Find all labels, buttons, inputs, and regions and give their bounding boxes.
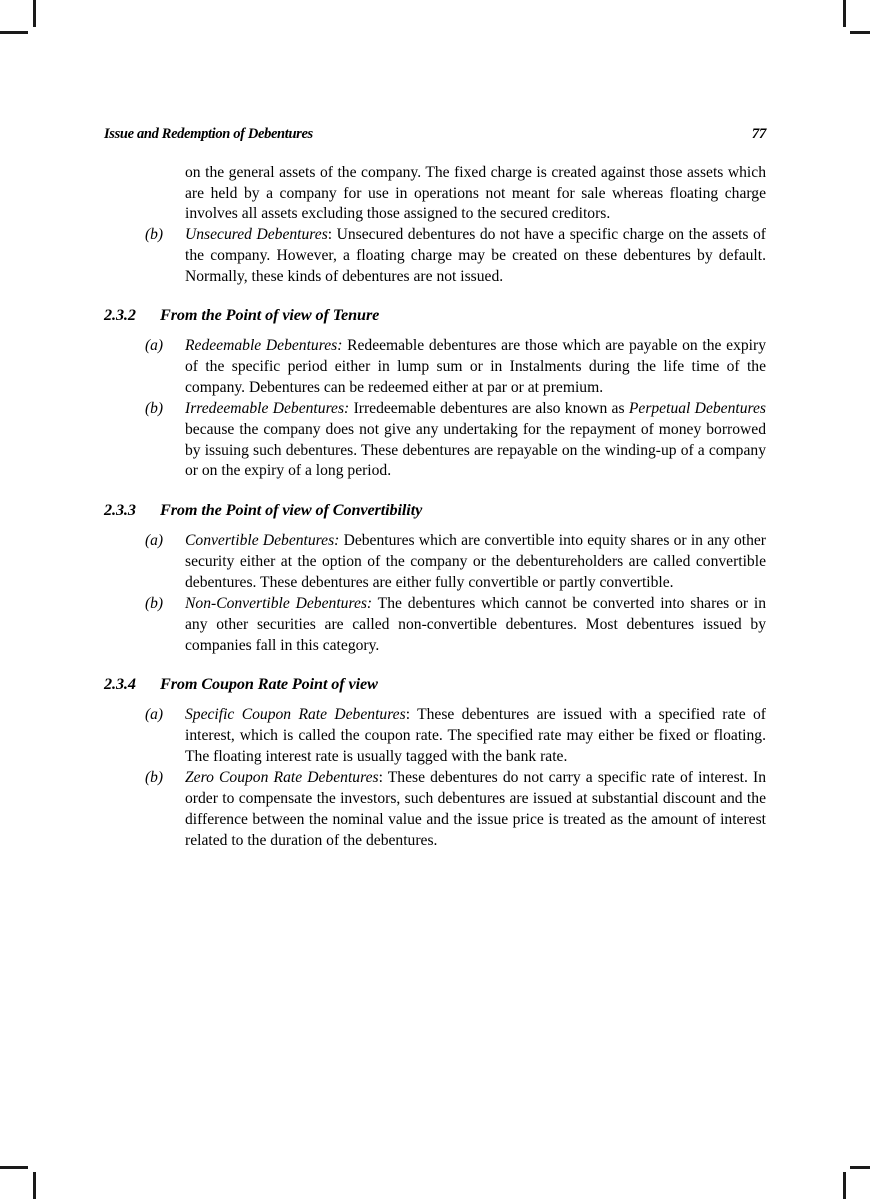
list-item-text-after-emphasis: because the company does not give any undertaking for the repayment of money borrowed by issuing such debentures. These debentures are repayable on the winding-up of a company or on the expiry of a long period. [185,421,766,480]
running-head [104,126,766,143]
crop-mark-bottom-left-vertical [33,1172,36,1199]
list-item-label: Redeemable Debentures: [185,337,343,355]
crop-mark-top-right-horizontal [850,31,870,34]
list-item-text: Redeemable debentures are those which are payable on the expiry of the specific period either in lump sum or in Instalments during the life time of the company. Debentures can be redeemed either at par or at premium. [185,337,766,396]
list-item-label: Unsecured Debentures [185,226,328,244]
list-item-label: Zero Coupon Rate Debentures [185,769,379,787]
list-item-body [185,531,766,593]
list-item-label: Non-Convertible Debentures: [185,595,373,613]
list-item [104,594,766,656]
section-title: From Coupon Rate Point of view [160,675,378,694]
crop-mark-bottom-left-horizontal [0,1166,28,1169]
list-item-marker: (a) [145,706,164,724]
section-number: 2.3.4 [104,675,136,694]
list-item [104,531,766,593]
list-item-body [185,768,766,851]
section-232-list [104,336,766,482]
list-item-body [185,705,766,767]
section-heading-232 [104,306,766,325]
section-title: From the Point of view of Tenure [160,306,380,325]
running-head-title: Issue and Redemption of Debentures [104,126,313,142]
section-title: From the Point of view of Convertibility [160,501,423,520]
continuation-paragraph: on the general assets of the company. The fixed charge is created against those assets which are held by a company for use in operations not meant for sale whereas floating charge involves all assets excluding those assigned to the secured creditors. [185,164,766,223]
list-item-body [185,225,766,287]
list-item-label-suffix: : [405,706,418,724]
list-item-label: Specific Coupon Rate Debentures [185,706,406,724]
crop-mark-top-left-horizontal [0,31,28,34]
list-item-label: Irredeemable Debentures: [185,400,350,418]
list-item-text: The debentures which cannot be converted into shares or in any other securities are called non-convertible debentures. Most debentures issued by companies fall in this category. [185,595,766,654]
emphasized-term: Perpetual Debentures [628,400,766,418]
list-item [104,705,766,767]
list-item-text: Debentures which are convertible into equity shares or in any other security either at the option of the company or the debentureholders are called convertible debentures. These debentures are either fully convertible or partly convertible. [185,532,766,591]
crop-mark-top-right-vertical [843,0,846,27]
list-item-label-suffix: : [327,226,337,244]
list-item-text: These debentures are issued with a specified rate of interest, which is called the coupon rate. The specified rate may either be fixed or floating. The floating interest rate is usually tagged with the bank rate. [185,706,766,765]
list-item-text: These debentures do not carry a specific rate of interest. In order to compensate the investors, such debentures are issued at substantial discount and the difference between the nominal value and the issue price is treated as the amount of interest related to the duration of the debentures. [185,769,767,849]
section-heading-234 [104,675,766,694]
list-item-body [185,399,766,482]
crop-mark-bottom-right-horizontal [850,1166,870,1169]
list-item [104,336,766,398]
list-item-marker: (b) [145,595,164,613]
list-item-marker: (b) [145,400,164,418]
list-item-marker: (b) [145,769,164,787]
list-item [104,768,766,851]
section-233-list [104,531,766,656]
page-number: 77 [751,126,766,142]
list-item-marker: (a) [145,337,164,355]
list-item-text-before-emphasis: Irredeemable debentures are also known as [353,400,629,418]
page-content [104,126,766,852]
list-item-label: Convertible Debentures: [185,532,340,550]
list-item-text: Unsecured debentures do not have a specific charge on the assets of the company. However, a floating charge may be created on these debentures by default. Normally, these kinds of debentures are not issued. [185,226,766,285]
list-item-marker: (a) [145,532,164,550]
crop-mark-top-left-vertical [33,0,36,27]
crop-mark-bottom-right-vertical [843,1172,846,1199]
list-item [104,399,766,482]
list-item [104,225,766,287]
section-heading-233 [104,501,766,520]
section-234-list [104,705,766,851]
list-item-marker: (b) [145,226,164,244]
list-item-body [185,594,766,656]
list-item-body [185,336,766,398]
list-item-label-suffix: : [378,769,388,787]
section-number: 2.3.2 [104,306,136,325]
section-number: 2.3.3 [104,501,136,520]
